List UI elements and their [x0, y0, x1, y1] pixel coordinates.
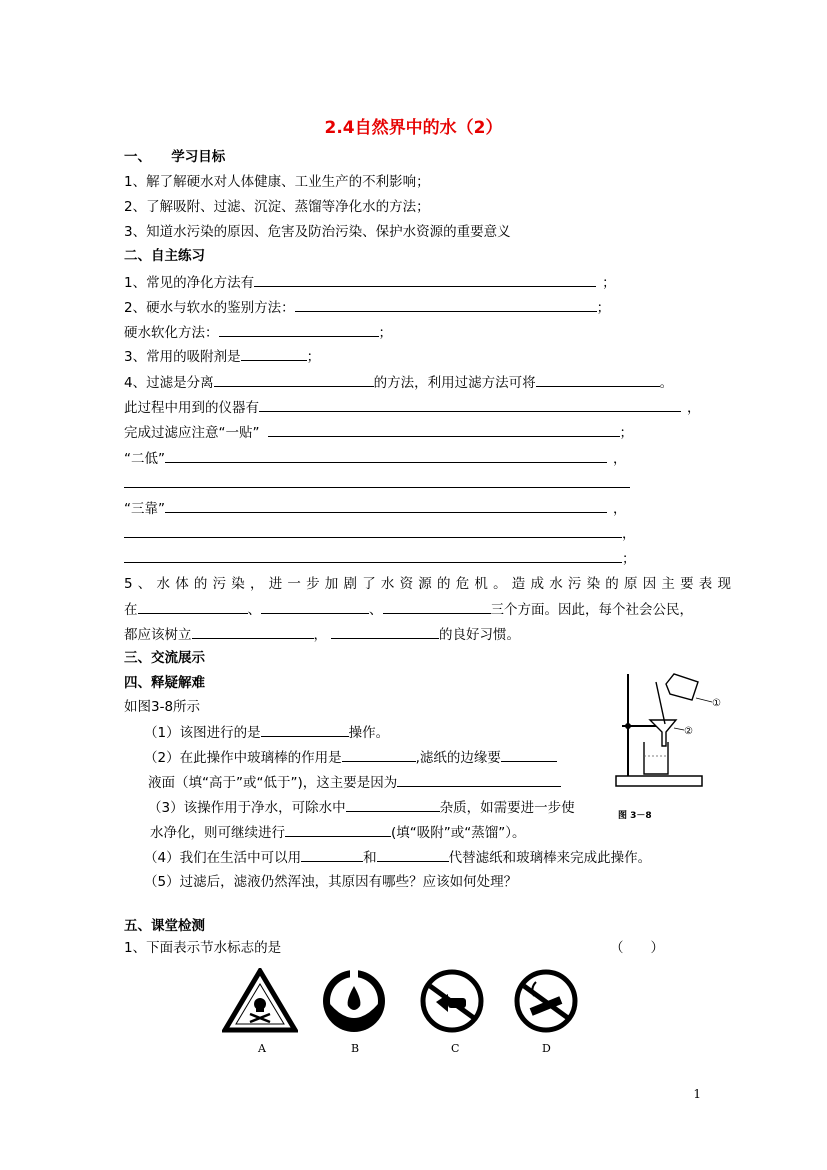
comma: ， — [613, 451, 627, 467]
answer-blank[interactable] — [165, 448, 607, 463]
no-horn-icon[interactable] — [418, 968, 486, 1034]
objective-3: 3、知道水污染的原因、危害及防治污染、保护水资源的重要意义 — [124, 224, 511, 240]
answer-blank[interactable] — [285, 822, 391, 837]
two-low-text: “二低” — [124, 451, 165, 467]
question-4-text-b: 的方法，利用过滤方法可将 — [373, 375, 536, 391]
option-d-label: D — [542, 1042, 551, 1055]
answer-blank[interactable] — [261, 722, 349, 737]
question-4-three-lean — [124, 498, 627, 519]
part-3-text-c: 水净化，则可继续进行 — [150, 825, 285, 841]
section-1-heading: 一、 学习目标 — [124, 149, 226, 165]
question-4-text: 4、过滤是分离 — [124, 375, 214, 391]
answer-blank[interactable] — [331, 624, 439, 639]
question-2b — [124, 322, 392, 343]
part-1-text-b: 操作。 — [348, 725, 390, 741]
semicolon: ； — [306, 349, 321, 365]
part-3 — [148, 797, 575, 818]
glass-rod — [656, 682, 665, 724]
three-lean-text: “三靠” — [124, 501, 165, 517]
answer-blank[interactable] — [301, 847, 363, 862]
part-3-text-d: (填“吸附”或“蒸馏”）。 — [391, 825, 526, 841]
stand-base — [616, 776, 702, 786]
semicolon: ； — [378, 325, 392, 341]
part-4-text: （4）我们在生活中可以用 — [144, 850, 302, 866]
no-smoking-icon[interactable] — [512, 968, 580, 1034]
pouring-beaker — [666, 674, 698, 700]
answer-blank[interactable] — [124, 548, 622, 563]
label-2: ② — [684, 726, 693, 737]
answer-blank[interactable] — [383, 599, 491, 614]
part-4-text-b: 和 — [363, 850, 377, 866]
part-4 — [144, 847, 651, 868]
answer-blank[interactable] — [165, 498, 607, 513]
question-4-one-stick — [124, 422, 633, 443]
section-3-heading: 三、交流展示 — [124, 650, 205, 666]
question-5-line-2 — [124, 599, 693, 620]
blank-line[interactable] — [124, 473, 630, 494]
answer-blank[interactable] — [261, 599, 369, 614]
option-b-label: B — [351, 1042, 360, 1055]
page-number: 1 — [693, 1087, 701, 1101]
question-5-line-3 — [124, 624, 520, 645]
answer-blank[interactable] — [342, 747, 416, 762]
answer-blank[interactable] — [214, 372, 374, 387]
answer-blank[interactable] — [268, 422, 620, 437]
answer-blank[interactable] — [295, 297, 597, 312]
answer-blank[interactable] — [124, 523, 622, 538]
semicolon: ； — [619, 425, 633, 441]
answer-blank[interactable] — [536, 372, 660, 387]
semicolon: ； — [596, 300, 611, 316]
blank-line — [124, 523, 636, 544]
test-question-1: 1、下面表示节水标志的是 — [124, 940, 282, 956]
part-3-line-2 — [150, 822, 526, 843]
dun-mark: 、 — [247, 602, 261, 618]
period: 。 — [659, 375, 674, 391]
comma: ， — [622, 526, 636, 542]
answer-blank[interactable] — [219, 322, 379, 337]
q5-text: 在 — [124, 602, 138, 618]
answer-blank[interactable] — [259, 397, 681, 412]
option-a-label: A — [258, 1042, 266, 1055]
semicolon: ； — [622, 551, 636, 567]
part-2-line-2 — [148, 772, 561, 793]
blank-line — [124, 548, 636, 569]
part-2-text-c: 液面（填“高于”或“低于”)，这主要是因为 — [148, 775, 398, 791]
part-1-text: （1）该图进行的是 — [144, 725, 261, 741]
question-2b-text: 硬水软化方法： — [124, 325, 219, 341]
comma: ， — [613, 501, 627, 517]
question-2 — [124, 297, 610, 318]
comma: ， — [687, 400, 701, 416]
answer-blank[interactable] — [346, 797, 440, 812]
part-3-text: （3）该操作用于净水，可除水中 — [148, 800, 346, 816]
filtration-apparatus-figure — [604, 670, 734, 822]
water-saving-icon[interactable] — [320, 968, 388, 1034]
question-4-two-low — [124, 448, 627, 469]
objective-2: 2、了解吸附、过滤、沉淀、蒸馏等净化水的方法； — [124, 199, 430, 215]
question-3 — [124, 346, 320, 367]
part-4-text-c: 代替滤纸和玻璃棒来完成此操作。 — [448, 850, 652, 866]
question-1 — [124, 272, 616, 293]
part-2-text: （2）在此操作中玻璃棒的作用是 — [144, 750, 342, 766]
question-2-text: 2、硬水与软水的鉴别方法： — [124, 300, 295, 316]
question-3-text: 3、常用的吸附剂是 — [124, 349, 241, 365]
part-1 — [144, 722, 389, 743]
section-5-heading: 五、课堂检测 — [124, 918, 205, 934]
part-3-text-b: 杂质，如需要进一步使 — [439, 800, 575, 816]
figure-caption: 图 3－8 — [618, 811, 652, 821]
answer-blank[interactable] — [192, 624, 314, 639]
beaker — [644, 742, 668, 774]
answer-blank[interactable] — [501, 747, 557, 762]
answer-parentheses[interactable]: （ ） — [610, 940, 664, 956]
answer-blank[interactable] — [138, 599, 248, 614]
section-2-heading: 二、自主练习 — [124, 248, 205, 264]
label-1: ① — [712, 698, 721, 709]
semicolon: ； — [602, 275, 616, 291]
section-4-heading: 四、释疑解难 — [124, 675, 205, 691]
part-5: （5）过滤后，滤液仍然浑浊，其原因有哪些？应该如何处理？ — [144, 874, 518, 890]
answer-blank[interactable] — [397, 772, 561, 787]
question-1-text: 1、常见的净化方法有 — [124, 275, 255, 291]
answer-blank[interactable] — [254, 272, 596, 287]
q5-text-c: 都应该树立 — [124, 627, 192, 643]
funnel — [650, 720, 676, 746]
answer-blank[interactable] — [241, 346, 307, 361]
page-title: 2.4自然界中的水（2） — [324, 118, 503, 138]
objective-1: 1、解了解硬水对人体健康、工业生产的不利影响； — [124, 174, 430, 190]
part-2 — [144, 747, 557, 768]
dun-mark: 、 — [369, 602, 383, 618]
one-stick-text: 完成过滤应注意“一贴” — [124, 425, 260, 441]
comma: ， — [313, 627, 327, 643]
answer-blank[interactable] — [377, 847, 449, 862]
q5-text-d: 的良好习惯。 — [439, 627, 520, 643]
figure-intro: 如图3-8所示 — [124, 699, 201, 715]
option-c-label: C — [451, 1042, 460, 1055]
question-4-instruments — [124, 397, 701, 418]
part-2-text-b: ,滤纸的边缘要 — [415, 750, 501, 766]
question-5: 5、水体的污染，进一步加剧了水资源的危机。造成水污染的原因主要表现 — [124, 576, 737, 592]
instruments-text: 此过程中用到的仪器有 — [124, 400, 259, 416]
question-4 — [124, 372, 673, 393]
q5-text-b: 三个方面。因此，每个社会公民， — [490, 602, 693, 618]
skull-hazard-icon[interactable] — [222, 968, 298, 1034]
